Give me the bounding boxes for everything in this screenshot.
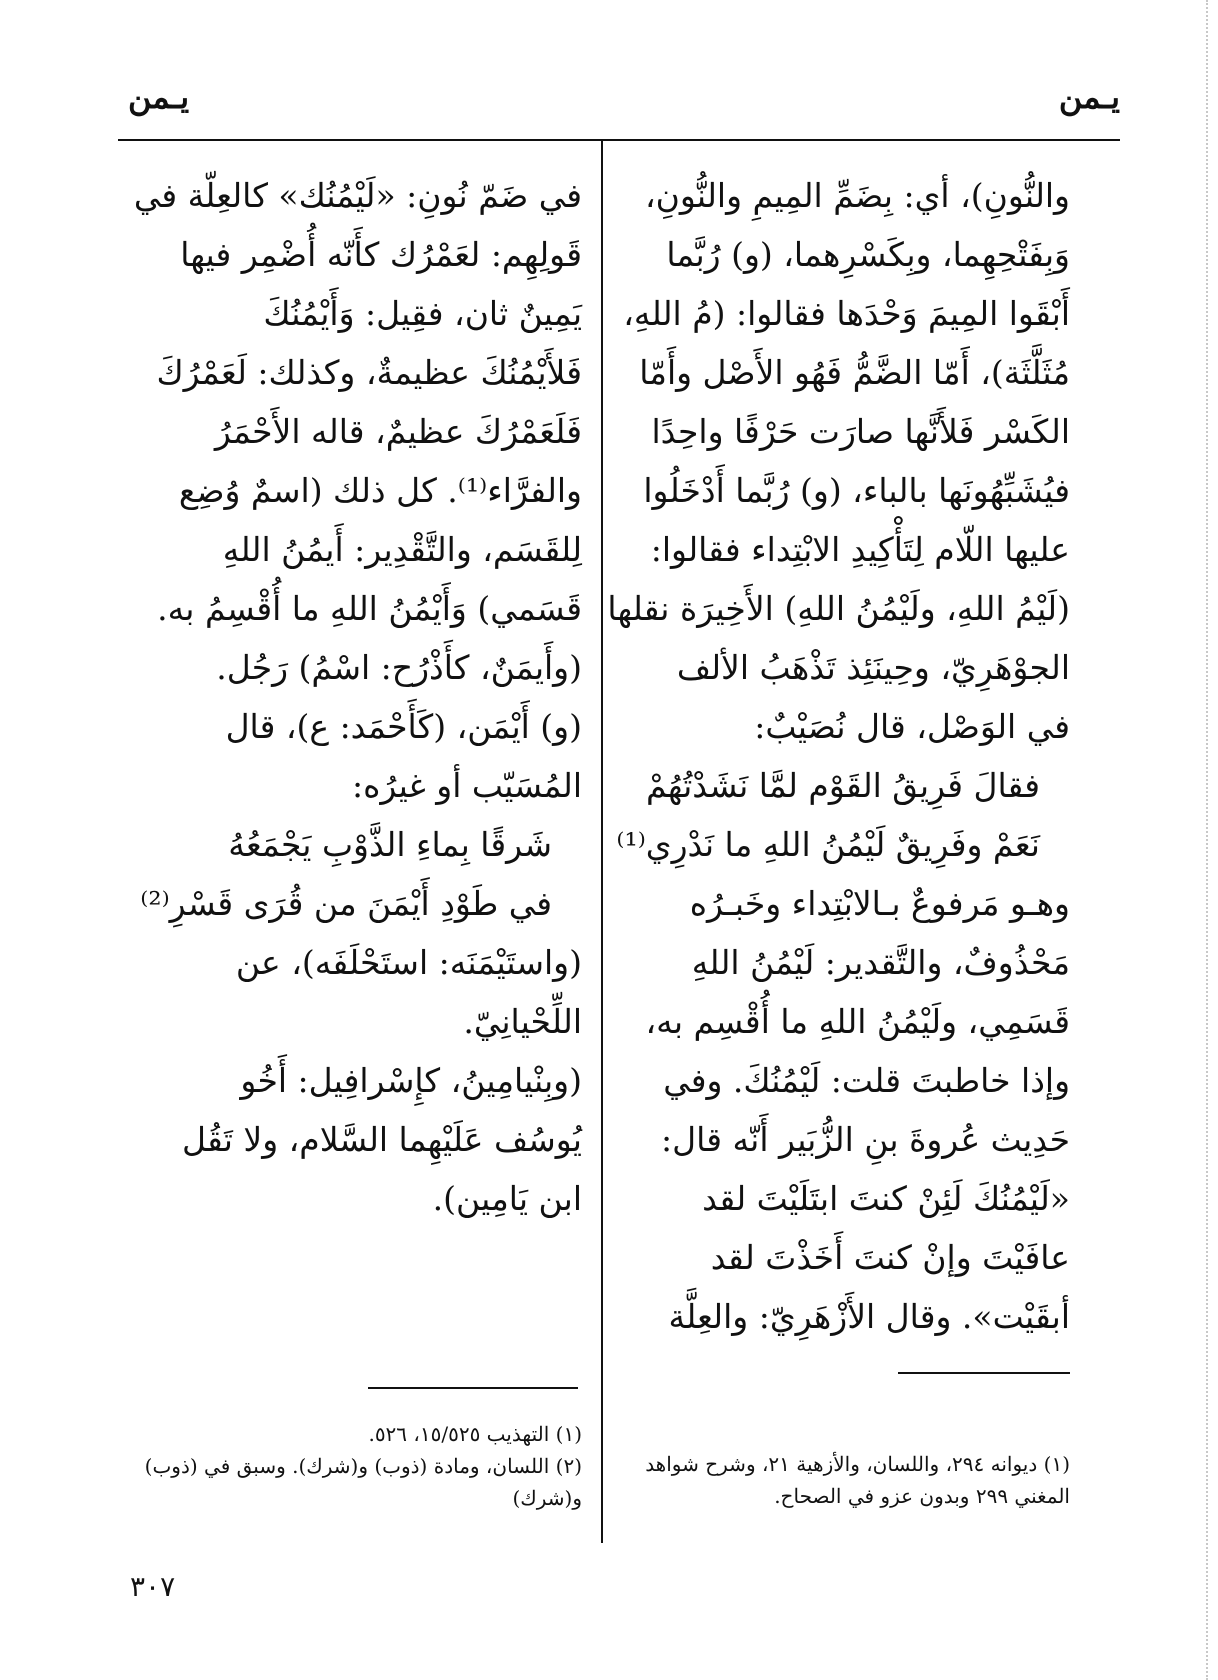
footnote-rule-left <box>368 1387 578 1389</box>
running-header <box>118 78 1120 138</box>
header-right-word: يـمن <box>1058 78 1120 116</box>
verse-line: نَعَمْ وفَرِيقٌ لَيْمُنُ اللهِ ما نَدْرِي⁽¹⁾ <box>616 825 1040 864</box>
text-line: عليها اللّام لِتَأْكِيدِ الابْتِداء فقالوا: <box>650 530 1070 569</box>
text-line: المُسَيّب أو غيرُه: <box>351 766 582 805</box>
text-line: لِلقَسَم، والتَّقْدِير: أَيمُنُ اللهِ <box>222 530 582 569</box>
page-number: ٣٠٧ <box>130 1570 176 1603</box>
text-line: قَسَمِي، ولَيْمُنُ اللهِ ما أُقْسِم به، <box>645 1002 1070 1041</box>
text-line: وإذا خاطبتَ قلت: لَيْمُنُكَ. وفي <box>663 1061 1070 1100</box>
text-line: قَولِهِم: لعَمْرُك كأَنّه أُضْمِر فيها <box>180 235 582 274</box>
text-line: عافَيْتَ وإنْ كنتَ أَخَذْتَ لقد <box>710 1238 1070 1277</box>
text-line: وهـو مَرفوعٌ بـالابْتِداء وخَبـرُه <box>689 884 1070 923</box>
text-line: فَلَعَمْرُكَ عظيمٌ، قاله الأَحْمَرُ <box>214 412 582 451</box>
text-line: والنُّونِ)، أي: بِضَمِّ المِيمِ والنُّونِ، <box>644 176 1070 215</box>
text-line: فَلأَيْمُنُكَ عظيمةٌ، وكذلك: لَعَمْرُكَ <box>156 353 582 392</box>
right-column <box>607 166 1070 1346</box>
text-line: وَبِفَتْحِهِما، وبِكَسْرِهما، (و) رُبَّما <box>666 235 1070 274</box>
text-line: في ضَمّ نُونِ: «لَيْمُنُك» كالعِلّة في <box>133 176 582 215</box>
header-rule <box>118 139 1120 141</box>
footnote: (١) ديوانه ٢٩٤، واللسان، والأزهية ٢١، وشرح شواهد المغني ٢٩٩ وبدون عزو في الصحاح. <box>645 1452 1070 1508</box>
left-footnotes <box>128 1418 582 1514</box>
verse-line: فقالَ فَرِيقُ القَوْم لمَّا نَشَدْتُهُمْ <box>645 766 1040 805</box>
text-line: والفرَّاء⁽¹⁾. كل ذلك (اسمٌ وُضِع <box>178 471 582 510</box>
text-line: (واستَيْمَنَه: استَحْلَفَه)، عن <box>235 943 582 982</box>
text-line: حَدِيث عُروةَ بنِ الزُّبَير أَنّه قال: <box>661 1120 1070 1159</box>
text-line: قَسَمي) وَأَيْمُنُ اللهِ ما أُقْسِمُ به. <box>157 589 582 628</box>
header-left-word: يـمن <box>128 78 190 116</box>
text-line: مُثَلَّثَة)، أَمّا الضَّمُّ فَهُو الأَصْل وأَمّا <box>639 353 1070 392</box>
verse-line: شَرقًا بِماءِ الذَّوْبِ يَجْمَعُهُ <box>228 825 552 864</box>
text-line: في الوَصْل، قال نُصَيْبٌ: <box>754 707 1070 746</box>
footnote-rule-right <box>898 1372 1070 1374</box>
text-line: ابن يَامِين). <box>432 1179 582 1218</box>
text-line: «لَيْمُنُكَ لَئِنْ كنتَ ابتَلَيْتَ لقد <box>702 1179 1070 1218</box>
text-line: اللِّحْيانِيّ. <box>463 1002 582 1041</box>
footnote: (١) التهذيب ١٥/٥٢٥، ٥٢٦. <box>368 1422 582 1446</box>
text-line: (لَيْمُ اللهِ، ولَيْمُنُ اللهِ) الأَخِيرَة نقلها <box>607 589 1070 628</box>
left-column <box>128 166 582 1228</box>
text-line: (وبِنْيامِينُ، كإِسْرافِيل: أَخُو <box>240 1061 582 1100</box>
text-line: الكَسْر فَلأَنَّها صارَت حَرْفًا واحِدًا <box>651 412 1070 451</box>
text-line: يُوسُف عَلَيْهِما السَّلام، ولا تَقُل <box>182 1120 582 1159</box>
scan-edge-dots <box>1204 0 1208 1680</box>
text-line: (و) أَيْمَن، (كَأَحْمَد: ع)، قال <box>225 707 582 746</box>
text-line: الجوْهَرِيّ، وحِينَئِذ تَذْهَبُ الألف <box>676 648 1070 687</box>
text-line: فيُشَبِّهُونَها بالباء، (و) رُبَّما أَدْخَلُوا <box>643 471 1070 510</box>
text-line: مَحْذُوفٌ، والتَّقدير: لَيْمُنُ اللهِ <box>691 943 1070 982</box>
column-divider <box>601 141 603 1543</box>
text-line: أَبْقَوا المِيمَ وَحْدَها فقالوا: (مُ اللهِ، <box>623 294 1070 333</box>
verse-line: في طَوْدِ أَيْمَنَ من قُرَى قَسْرِ⁽²⁾ <box>140 884 552 923</box>
text-line: أبقَيْت». وقال الأَزْهَرِيّ: والعِلَّة <box>668 1297 1070 1336</box>
right-footnotes <box>640 1448 1070 1512</box>
text-line: (وأَيمَنٌ، كأَذْرُح: اسْمُ) رَجُل. <box>216 648 582 687</box>
footnote: (٢) اللسان، ومادة (ذوب) و(شرك). وسبق في (ذوب) و(شرك) <box>144 1454 582 1510</box>
text-line: يَمِينٌ ثان، فقِيل: وَأَيْمُنُكَ <box>263 294 582 333</box>
